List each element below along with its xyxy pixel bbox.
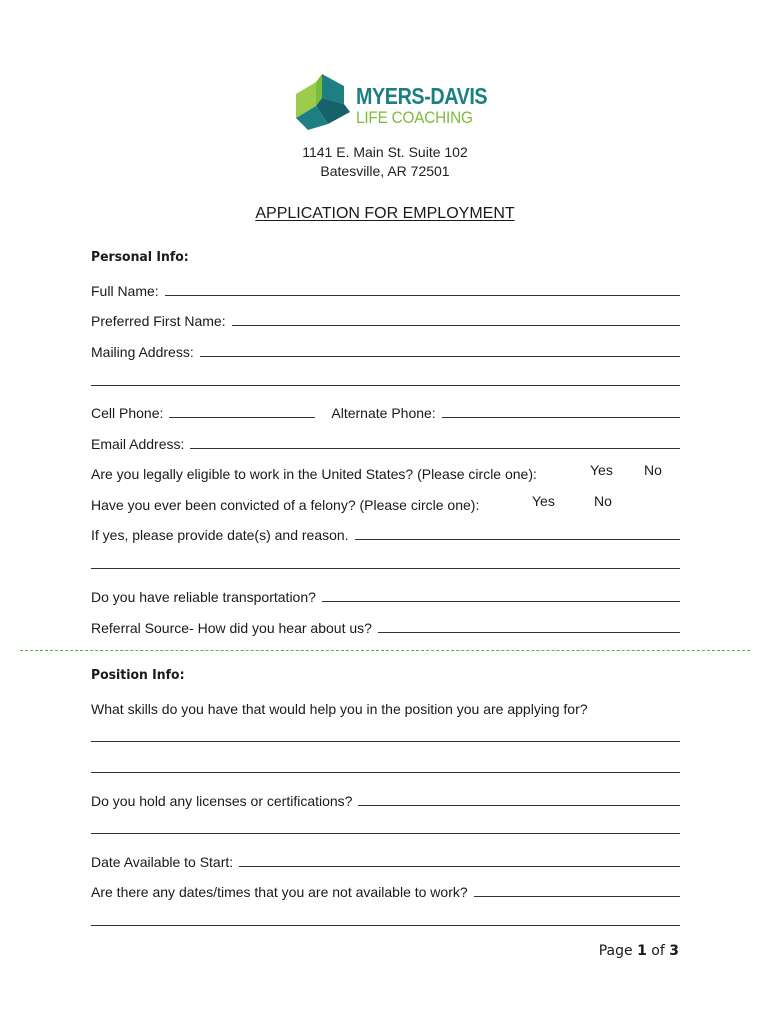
full-name-field[interactable] <box>91 279 680 299</box>
mailing-address-line[interactable] <box>200 355 680 357</box>
felony-details-line[interactable] <box>355 538 680 540</box>
date-available-label: Date Available to Start: <box>91 854 234 870</box>
page-of: of <box>651 943 665 959</box>
unavailable-answer-line-2[interactable] <box>91 925 680 926</box>
mailing-address-line-2[interactable] <box>91 385 680 386</box>
email-label: Email Address: <box>91 436 185 452</box>
skills-question-label: What skills do you have that would help you in the position you are applying for? <box>91 701 588 717</box>
email-field[interactable] <box>91 432 680 452</box>
preferred-first-name-line[interactable] <box>232 324 680 326</box>
transportation-label: Do you have reliable transportation? <box>91 589 316 605</box>
full-name-label: Full Name: <box>91 283 159 299</box>
licenses-field[interactable] <box>91 789 680 809</box>
mailing-address-field[interactable] <box>91 340 680 360</box>
position-info-heading: Position Info: <box>91 667 185 683</box>
full-name-line[interactable] <box>165 294 680 296</box>
referral-label: Referral Source- How did you hear about us? <box>91 620 372 636</box>
referral-field[interactable] <box>91 616 680 636</box>
cell-phone-label: Cell Phone: <box>91 405 164 421</box>
alternate-phone-label: Alternate Phone: <box>331 405 436 421</box>
page-current: 1 <box>637 943 647 959</box>
section-divider <box>20 650 750 651</box>
cell-phone-line[interactable] <box>169 416 315 418</box>
referral-line[interactable] <box>378 631 680 633</box>
preferred-first-name-label: Preferred First Name: <box>91 313 226 329</box>
logo-mark-icon <box>294 74 354 132</box>
logo-subtitle: LIFE COACHING <box>356 108 473 127</box>
felony-no-option[interactable]: No <box>594 493 612 509</box>
felony-details-label: If yes, please provide date(s) and reason. <box>91 527 349 543</box>
email-line[interactable] <box>190 447 680 449</box>
preferred-first-name-field[interactable] <box>91 309 680 329</box>
licenses-label: Do you hold any licenses or certifications? <box>91 793 353 809</box>
felony-details-line-2[interactable] <box>91 568 680 569</box>
mailing-address-label: Mailing Address: <box>91 344 194 360</box>
personal-info-heading: Personal Info: <box>91 249 189 265</box>
page-number <box>599 943 679 959</box>
phone-fields <box>91 401 680 421</box>
address-line-2: Batesville, AR 72501 <box>320 163 450 179</box>
logo-title: MYERS-DAVIS <box>356 83 488 109</box>
unavailable-label: Are there any dates/times that you are not available to work? <box>91 884 468 900</box>
date-available-field[interactable] <box>91 850 680 870</box>
unavailable-line[interactable] <box>474 895 680 897</box>
licenses-answer-line-2[interactable] <box>91 833 680 834</box>
licenses-line[interactable] <box>358 804 680 806</box>
date-available-line[interactable] <box>239 865 680 867</box>
company-logo <box>294 74 488 132</box>
transportation-field[interactable] <box>91 585 680 605</box>
page-total: 3 <box>669 943 679 959</box>
skills-question <box>91 697 680 717</box>
address-line-1: 1141 E. Main St. Suite 102 <box>302 144 468 160</box>
eligible-question-label: Are you legally eligible to work in the United States? (Please circle one): <box>91 466 537 482</box>
page-word: Page <box>598 943 633 959</box>
document-title: APPLICATION FOR EMPLOYMENT <box>255 205 515 222</box>
transportation-line[interactable] <box>322 600 680 602</box>
skills-answer-line-1[interactable] <box>91 741 680 742</box>
felony-question-label: Have you ever been convicted of a felony? (Please circle one): <box>91 497 480 513</box>
felony-question <box>91 493 680 513</box>
felony-details-field[interactable] <box>91 523 680 543</box>
skills-answer-line-2[interactable] <box>91 772 680 773</box>
felony-yes-option[interactable]: Yes <box>532 493 555 509</box>
eligible-yes-option[interactable]: Yes <box>590 462 613 478</box>
alternate-phone-line[interactable] <box>442 416 680 418</box>
eligible-no-option[interactable]: No <box>644 462 662 478</box>
unavailable-field[interactable] <box>91 880 680 900</box>
